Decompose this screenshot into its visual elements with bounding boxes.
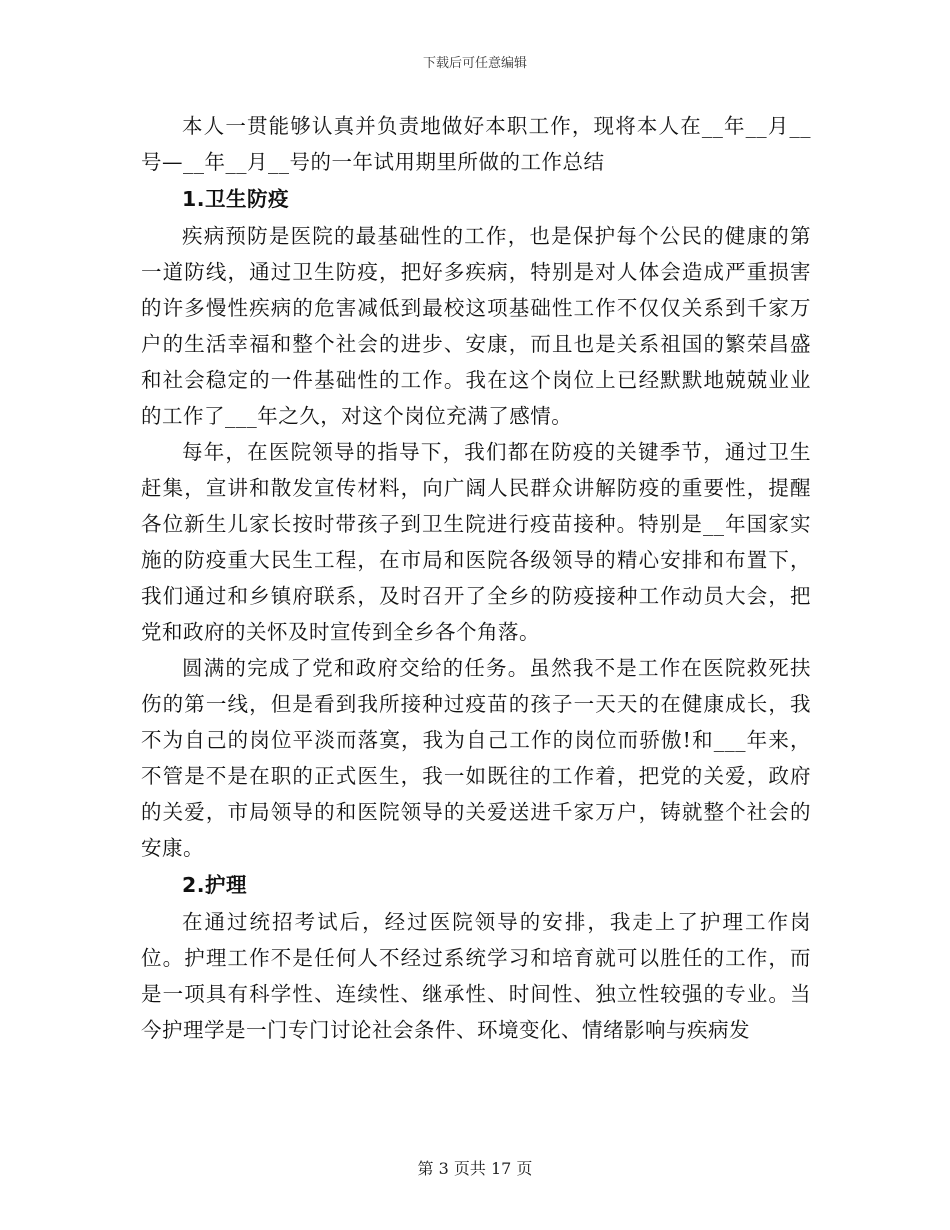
- section-heading-1: 1.卫生防疫: [182, 187, 290, 211]
- section1-paragraph-2: 每年，在医院领导的指导下，我们都在防疫的关键季节，通过卫生赶集，宣讲和散发宣传材料，向广阔人民群众讲解防疫的重要性，提醒各位新生儿家长按时带孩子到卫生院进行疫苗接种。特别是__年国家实施的防疫重大民生工程，在市局和医院各级领导的精心安排和布置下，我们通过和乡镇府联系，及时召开了全乡的防疫接种工作动员大会，把党和政府的关怀及时宣传到全乡各个角落。: [141, 440, 811, 644]
- section-heading-2: 2.护理: [182, 873, 248, 897]
- document-body: [141, 108, 811, 1048]
- section1-paragraph-3: 圆满的完成了党和政府交给的任务。虽然我不是工作在医院救死扶伤的第一线，但是看到我所接种过疫苗的孩子一天天的在健康成长，我不为自己的岗位平淡而落寞，我为自己工作的岗位而骄傲!和___年来，不管是不是在职的正式医生，我一如既往的工作着，把党的关爱，政府的关爱，市局领导的和医院领导的关爱送进千家万户，铸就整个社会的安康。: [141, 656, 811, 860]
- section2-paragraph-1: 在通过统招考试后，经过医院领导的安排，我走上了护理工作岗位。护理工作不是任何人不经过系统学习和培育就可以胜任的工作，而是一项具有科学性、连续性、继承性、时间性、独立性较强的专业。当今护理学是一门专门讨论社会条件、环境变化、情绪影响与疾病发: [141, 910, 811, 1042]
- page-number: 第 3 页共 17 页: [417, 1159, 533, 1178]
- header-note: 下载后可任意编辑: [422, 56, 527, 71]
- intro-paragraph: 本人一贯能够认真并负责地做好本职工作，现将本人在__年__月__号—__年__月__号的一年试用期里所做的工作总结: [141, 114, 811, 174]
- section1-paragraph-1: 疾病预防是医院的最基础性的工作，也是保护每个公民的健康的第一道防线，通过卫生防疫，把好多疾病，特别是对人体会造成严重损害的许多慢性疾病的危害减低到最校这项基础性工作不仅仅关系到千家万户的生活幸福和整个社会的进步、安康，而且也是关系祖国的繁荣昌盛和社会稳定的一件基础性的工作。我在这个岗位上已经默默地兢兢业业的工作了___年之久，对这个岗位充满了感情。: [141, 224, 811, 428]
